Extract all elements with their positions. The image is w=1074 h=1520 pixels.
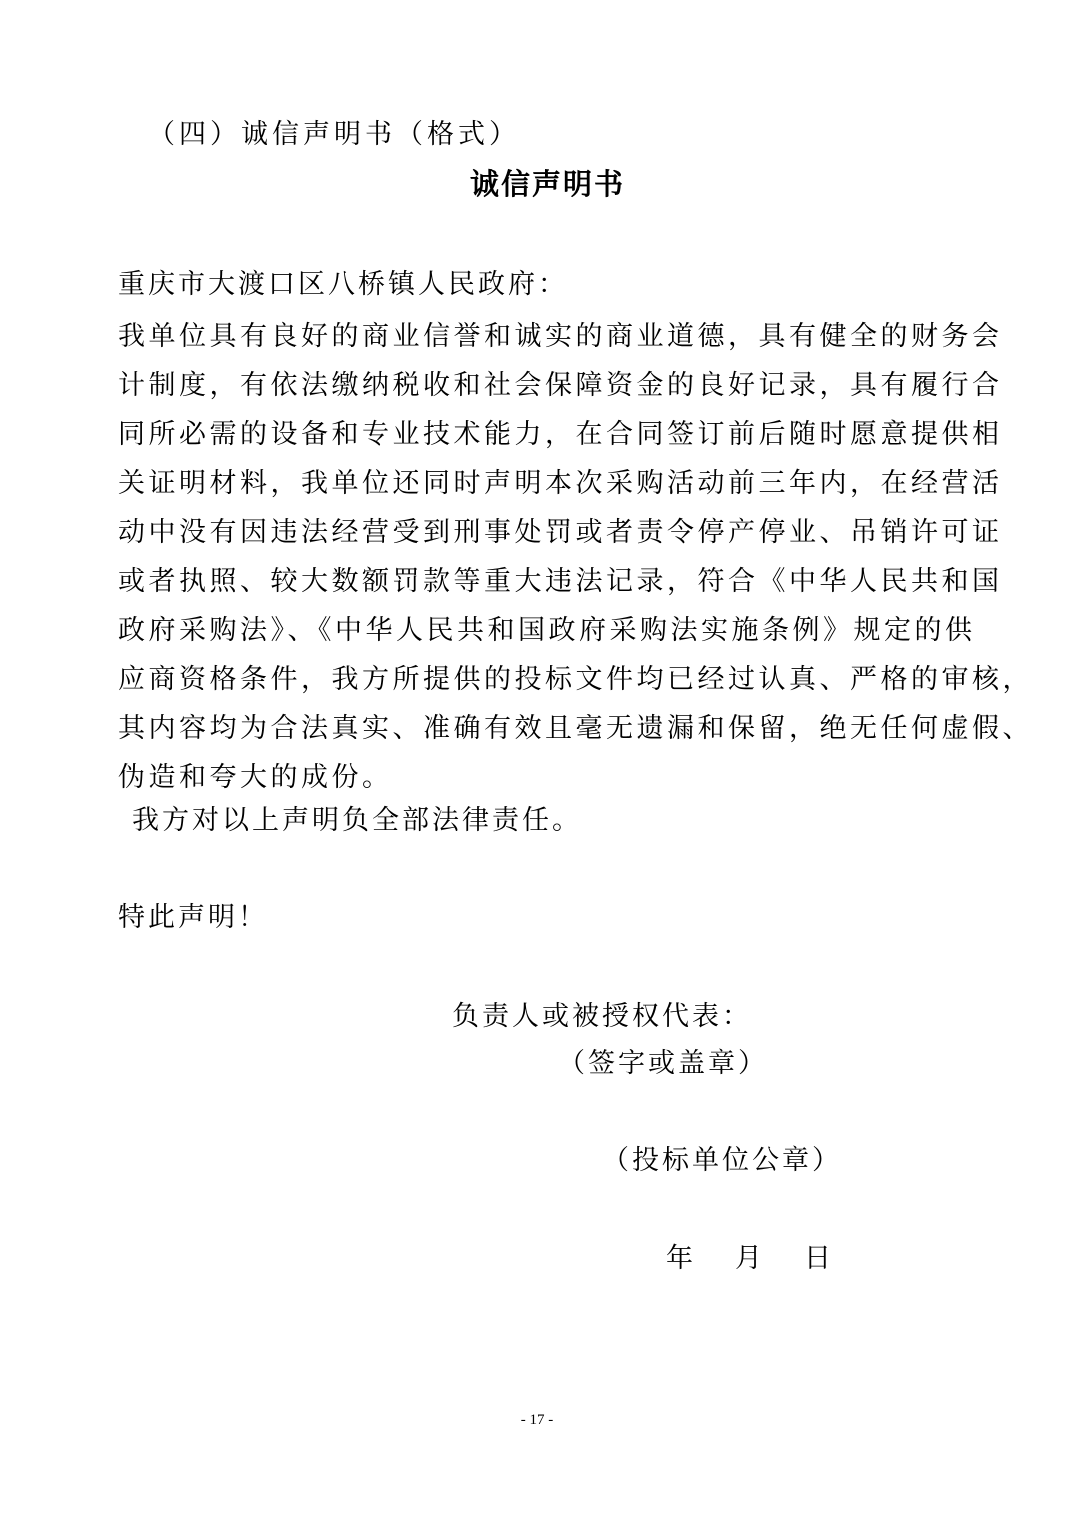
body-line: 动中没有因违法经营受到刑事处罚或者责令停产停业、吊销许可证 — [118, 517, 1003, 548]
body-line: 应商资格条件，我方所提供的投标文件均已经过认真、严格的审核， — [118, 664, 1033, 695]
section-heading: （四）诚信声明书（格式） — [148, 119, 520, 150]
date-day: 日 — [804, 1243, 831, 1274]
body-line: 关证明材料，我单位还同时声明本次采购活动前三年内，在经营活 — [118, 468, 1003, 499]
responsibility-statement: 我方对以上声明负全部法律责任。 — [132, 805, 582, 836]
seal-note: （投标单位公章） — [602, 1145, 842, 1176]
date-year: 年 — [666, 1243, 693, 1274]
date-month: 月 — [735, 1243, 762, 1274]
closing-statement: 特此声明！ — [118, 902, 268, 933]
page-number: - 17 - — [520, 1412, 554, 1428]
body-line: 同所必需的设备和专业技术能力，在合同签订前后随时愿意提供相 — [118, 419, 1003, 450]
body-line: 伪造和夸大的成份。 — [118, 762, 393, 793]
body-line: 我单位具有良好的商业信誉和诚实的商业道德，具有健全的财务会 — [118, 321, 1003, 352]
body-line: 其内容均为合法真实、准确有效且毫无遗漏和保留，绝无任何虚假、 — [118, 713, 1033, 744]
declaration-body — [118, 312, 1033, 802]
signature-note: （签字或盖章） — [558, 1048, 768, 1079]
body-line: 政府采购法》、《中华人民共和国政府采购法实施条例》规定的供 — [118, 615, 976, 646]
body-line: 或者执照、较大数额罚款等重大违法记录，符合《中华人民共和国 — [118, 566, 1003, 597]
date-line — [666, 1236, 831, 1275]
document-title: 诚信声明书 — [470, 167, 626, 201]
recipient-line: 重庆市大渡口区八桥镇人民政府： — [118, 269, 568, 300]
body-line: 计制度，有依法缴纳税收和社会保障资金的良好记录，具有履行合 — [118, 370, 1003, 401]
signature-label: 负责人或被授权代表： — [452, 1001, 752, 1032]
